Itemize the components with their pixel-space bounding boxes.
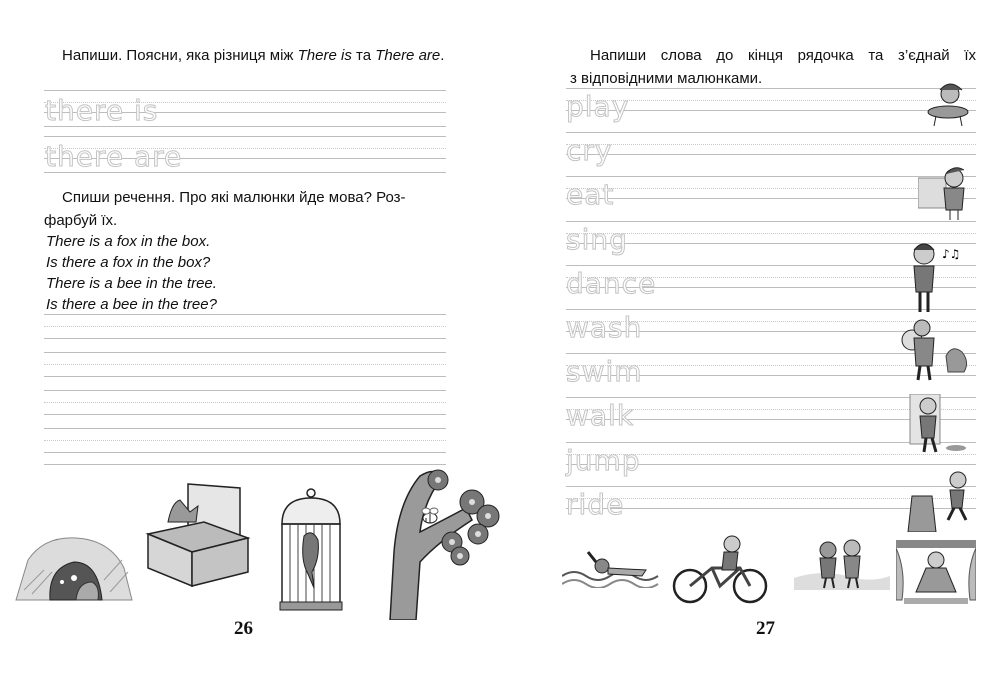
task-instruction xyxy=(570,44,976,90)
writing-line xyxy=(566,221,976,222)
girl-playing-picture xyxy=(920,82,974,126)
boy-washing-picture xyxy=(890,316,974,382)
bird-cage-picture xyxy=(276,488,346,612)
tree-with-bee-picture xyxy=(380,462,504,620)
swimmer-picture xyxy=(562,548,662,588)
fox-in-box-picture xyxy=(144,482,252,590)
boy-jumping-picture xyxy=(902,468,974,532)
trace-word: ride xyxy=(566,487,625,521)
writing-line xyxy=(566,132,976,133)
trace-word: dance xyxy=(566,266,657,300)
trace-word: there are xyxy=(45,140,183,173)
sentence: Is there a bee in the tree? xyxy=(46,296,217,313)
trace-word: play xyxy=(566,90,630,123)
page-number: 26 xyxy=(234,618,253,639)
writing-line xyxy=(566,154,976,155)
trace-word: sing xyxy=(566,222,628,256)
svg-text:♪♫: ♪♫ xyxy=(942,247,961,261)
cyclist-picture xyxy=(670,534,770,604)
sentence: There is a fox in the box. xyxy=(46,233,211,250)
writing-lines-task2 xyxy=(44,314,446,464)
trace-word: swim xyxy=(566,355,643,389)
trace-word: jump xyxy=(566,443,641,477)
hedgehog-hole-picture xyxy=(14,520,134,602)
trace-word: wash xyxy=(566,311,643,344)
trace-word: walk xyxy=(566,399,635,433)
task2-line: фарбуй їх. xyxy=(44,212,118,229)
sentence-list xyxy=(46,231,217,315)
trace-word: there is xyxy=(45,94,159,127)
writing-line xyxy=(566,144,976,145)
page-number: 27 xyxy=(756,618,775,639)
task-line: Напиши слова до кінця рядочка та з’єднай їх xyxy=(590,47,976,64)
dancer-on-stage-picture xyxy=(896,540,976,606)
task2-instruction xyxy=(44,186,446,232)
task2-line: Спиши речення. Про які малюнки йде мова? Роз- xyxy=(62,189,406,206)
right-page xyxy=(504,0,1008,685)
task-line: з відповідними малюнками. xyxy=(570,70,763,87)
boy-singing-picture xyxy=(902,240,972,314)
writing-line xyxy=(566,176,976,177)
girl-crying-picture xyxy=(918,164,972,220)
trace-word: cry xyxy=(566,134,613,168)
writing-line xyxy=(566,88,976,89)
task1-instruction: Напиши. Поясни, яка різниця між There is та There are. xyxy=(62,47,445,64)
boy-walking-picture xyxy=(904,394,974,454)
children-walking-picture xyxy=(794,538,890,590)
writing-line xyxy=(566,188,976,189)
trace-word: eat xyxy=(566,178,615,212)
writing-line xyxy=(566,198,976,199)
sentence: Is there a fox in the box? xyxy=(46,254,211,271)
sentence: There is a bee in the tree. xyxy=(46,275,217,292)
